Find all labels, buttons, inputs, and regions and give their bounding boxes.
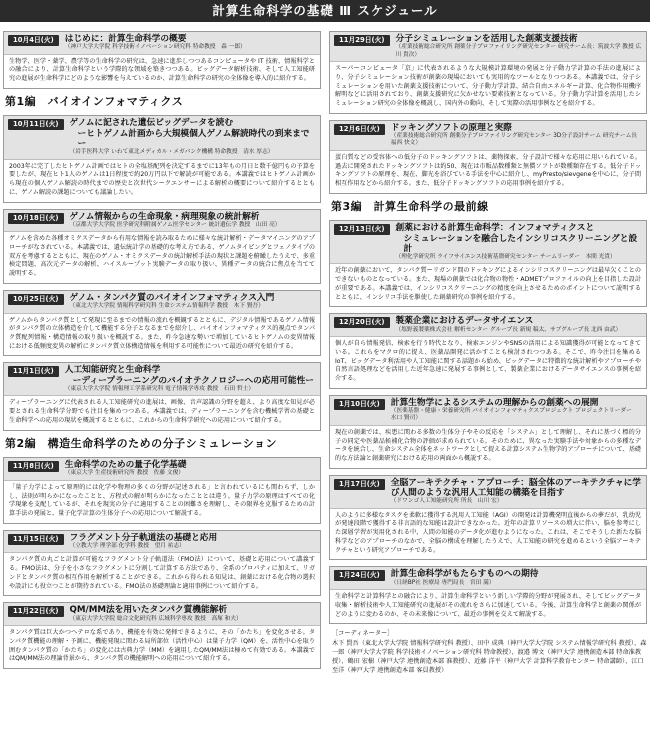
lecture-speaker: （日経BP社 医療局 専門局長 宮田 満） — [390, 579, 495, 586]
lecture-title — [70, 533, 316, 543]
lecture-title-line: 生命科学のための量子化学基礎 — [64, 460, 187, 471]
lecture-title-group — [65, 365, 316, 393]
lecture-title-group — [70, 118, 316, 156]
lecture-title-line: ゲノムに記された遺伝ビッグデータを読む — [69, 118, 234, 129]
lecture-title-group — [396, 223, 642, 261]
lecture-speaker: （東京大学大学院 情報理工学系研究科 電子情報学専攻 教授 石田 哲士） — [64, 386, 255, 393]
lecture-date: 12月6日(火) — [334, 124, 385, 135]
right-column — [329, 31, 647, 676]
lecture-description: タンパク質の丸ごと計算が可能なフラグメント分子軌道法（FMO法）について、基礎と応用について講義する。FMO法は、分子を小さなフラグメントに分割して計算する方法であり、全系のプロパティに加えて、リガンドとタンパク質の相互作用を解析することができる。これから得られる知見は、創薬における化合物の選択や設計にも役立つことが期待されている。FMO法の基礎理論と適用事例について紹介する。 — [9, 556, 315, 590]
coordinators-section — [329, 630, 647, 676]
lecture-date: 1月17日(火) — [334, 479, 385, 490]
lecture-title-line: QM/MM法を用いたタンパク質機能解析 — [69, 605, 228, 616]
lecture-description: タンパク質は巨大かつへテロな系であり、機能を有効に発揮できるように、その「かたち」を変化させる。タンパク質機能の理解・予測に、機能発現に関わる局所部位（活性中心）は量子力学（QM）を、活性中心を取り囲むタンパク質の「かたち」の変化には古典力学（MM）を適用したQM/MM法は極めて有効である。本講義ではQM/MM法の理論背景から、タンパク質の機能解明への応用について紹介する。 — [9, 629, 315, 663]
lecture-title — [396, 223, 642, 254]
lecture-description: 生物学、医学・薬学、農学等の生命科学の研究は、急速に進歩しつつあるコンピュータや IT 技術、情報科学との融合により、計算生命科学という学際的な領域を築きつつある。ビッグデータ解析技術、そして人工知能研究の進展が生命科学にどのような影響を与えているのか、計算生命科学の研究の全体像を導入的に紹介する。 — [9, 57, 315, 83]
lecture-date: 10月4日(火) — [8, 35, 59, 46]
lecture-block — [329, 220, 647, 307]
lecture-header — [4, 531, 320, 554]
page-title: 計算生命科学の基礎 Ⅲ スケジュール — [212, 3, 438, 18]
lecture-header — [330, 476, 646, 509]
lecture-header — [330, 396, 646, 426]
lecture-description: 2003年に完了したヒトゲノム計画ではヒトの全塩基配列を決定するまでに13年もの月日と数千億円もの予算を要したが、現在ヒト1人のゲノムは1日程度で約20万円以下で解読が可能である。本講義ではヒトゲノム計画から現在の個人ゲノム解読の時代までの歴史と次世代シークエンサーによる解析の概要について紹介するとともに、ゲノム解読の課題についても議論したい。 — [9, 162, 315, 196]
lecture-title-group — [391, 478, 642, 506]
lecture-speaker: （東北大学大学院 情報科学研究科 生命システム情報科学 教授 木下 賢吾） — [69, 303, 264, 310]
lecture-speaker: （神戸大学大学院 科学技術イノベーション研究科 特命教授 森 一郎） — [64, 44, 246, 51]
lecture-speaker: （京都大学大学院 医学研究科附属ゲノム医学センター 統計遺伝学 教授 山田 亮） — [69, 221, 281, 228]
lecture-description: 個人が自ら情報発信、検索を行う時代となり、検索エンジンやSNSの活用による知識獲得が可能となってきている。これらをマクロ的に捉え、医薬品開発に活かすことも検討されつつある。そこで、昨今注目を集めるIoT、ビッグデータ利活用や人工知能に関する話題から始め、ビッグデータに特徴的な統計解析やアプローチや自然言語処理などを活用した近年急速に発展する事例として、製薬企業におけるデータサイエンスの事例を紹介する。 — [335, 340, 641, 383]
lecture-header — [330, 121, 646, 151]
lecture-title — [391, 123, 642, 133]
lecture-header — [4, 363, 320, 396]
lecture-block — [3, 362, 321, 430]
lecture-title-group — [391, 398, 642, 423]
part-heading: 第2編 構造生命科学のための分子シミュレーション — [5, 436, 277, 450]
header-bar — [0, 0, 650, 22]
lecture-description: 近年の創薬において、タンパク質ーリガンド間のドッキングによるインシリコスクリーニングは最早欠くことのできないものとなっている。また、現場の創薬では化合物の物性・ADMETプロファイルの向上を目指した設計が重要である。本講義では、インシリコスクリーニングの精度を向上させるためのポイントについて説明するとともに、インシリコ手法を駆使した創薬研究の事例を紹介する。 — [335, 267, 641, 301]
lecture-description: ゲノムを含めた各種オミクスデータから有用な情報を読み取るために様々な統計解析・データマイニングのアプローチがなされている。本講義では、遺伝統計学の基礎的な考え方である、ゲノムタイピングとフェノタイプの双方を考慮するとともに、現在のゲノム・オミクスデータの統計解析手法の現状と課題を俯瞰したうえで、多重検定問題、高次元データの解析、ハイスループット実験データの取り扱い、異種データの統合に焦点を当てて説明する。 — [9, 235, 315, 278]
lecture-date: 1月10日(火) — [334, 399, 385, 410]
lecture-header — [330, 221, 646, 264]
lecture-title-line: ゲノム・タンパク質のバイオインフォマティクス入門 — [69, 292, 275, 303]
lecture-description: ゲノムからタンパク質として発現に至るまでの情報の流れを概観するとともに、デジタル情報であるゲノム情報がタンパク質の立体構造を介して機能する分子となるまでを紹介し、バイオインフォマティクス的視点でタンパク質配列情報・構造情報の取り扱いを概説する。また、昨今急速な勢いで増加しているヒトゲノムの変異情報における低頻度変異の解析にタンパク質立体構造情報を利用する可能性について最近の研究を紹介する。 — [9, 316, 315, 350]
lecture-title-line: 計算生物学によるシステムの理解からの創薬への展開 — [390, 397, 599, 408]
lecture-title — [391, 478, 642, 499]
lecture-speaker: （ドワンゴ人工知能研究所 所長 山川 宏） — [390, 498, 503, 505]
lecture-description: 生命科学と計算科学との融合により、計算生命科学という新しい学際的分野が発展され、そしてビッグデータ収集・解析技術や人工知能研究の進展がその流れをさらに加速している。今後、計算生命科学と創薬の関係がどのように変わるのか、その未来像について、最近の事例を交えて解説する。 — [335, 593, 641, 618]
lecture-title — [391, 569, 642, 579]
lecture-title-line: ドッキングソフトの原理と実際 — [390, 122, 512, 133]
lecture-title-line: はじめに：計算生命科学の概要 — [64, 34, 187, 44]
lecture-header — [4, 210, 320, 233]
lecture-description: スーパーコンピュータ「京」に代表されるような大規模計算環境の発展と分子動力学計算の手法の進展により、分子シミュレーション技術が創薬の現場においても実用的なツールとなりつつある。本講義では、分子シミュレーションを用いた創薬支援技術について、分子動力学計算、結合自由エネルギー計算、化合物作用機序解明などに活用されており、創薬支援研究に欠かせない要素技術となっている。分子動力学計算を活用したシミュレーション研究の全体像を概説し、国内外の動向、そして実際の活用事例などを紹介する。 — [335, 65, 641, 108]
lecture-header — [4, 32, 320, 55]
lecture-date: 11月8日(火) — [8, 461, 59, 472]
lecture-title-group — [70, 605, 316, 623]
part-heading: 第1編 バイオインフォマティクス — [5, 94, 184, 108]
lecture-title-line: 分子シミュレーションを活用した創薬支援技術 — [395, 34, 578, 44]
lecture-header — [330, 567, 646, 590]
lecture-speaker: （岩手医科大学 いわて東北メディカル・メガバンク機構 特命教授 清水 厚志） — [69, 149, 274, 156]
lecture-title — [70, 212, 316, 222]
lecture-date: 10月11日(火) — [8, 119, 64, 130]
lecture-description: 現在の創薬では、疾患に関わる多数の生体分子やその反応を「システム」として理解し、それに基づく標的分子の同定や医薬品候補化合物の評価が求められている。そのために、異なった実験手法や対象からの多種なデータを統合し、生命システム全体をネットワークとして捉える計算システム生物学的アプローチについて、基礎的な方法論と創薬研究における応用の両面から概説する。 — [335, 428, 641, 463]
lecture-title-group — [396, 34, 642, 59]
right-column-items — [329, 31, 647, 624]
lecture-title-group — [70, 293, 316, 311]
left-column — [3, 31, 321, 675]
lecture-title-group — [396, 316, 642, 334]
lecture-title-group — [65, 460, 316, 478]
lecture-date: 11月15日(火) — [8, 534, 64, 545]
lecture-title-line: 人工知能研究と生命科学 — [64, 365, 161, 376]
lecture-speaker: （東京大学 生産技術研究所 教授 佐藤 文俊） — [64, 470, 184, 477]
lecture-speaker: （理化学研究所 ライフサイエンス技術基盤研究センター チームリーダー 本間 光貴） — [395, 254, 616, 261]
lecture-block — [3, 290, 321, 357]
lecture-header — [330, 32, 646, 62]
lecture-title-line: ーディープラーニングのバイオテクノロジーへの応用可能性ー — [72, 375, 314, 386]
lecture-title-line: 創薬における計算生命科学：インフォマティクスと — [395, 223, 595, 234]
lecture-title-group — [391, 569, 642, 587]
lecture-title-line: フラグメント分子軌道法の基礎と応用 — [69, 532, 218, 543]
lecture-speaker: （立教大学 理学部 化学科 教授 望月 祐志） — [69, 543, 185, 550]
lecture-date: 10月18日(火) — [8, 213, 64, 224]
lecture-title-line: ーヒトゲノム計画から大規模個人ゲノム解読時代の到来までー — [77, 128, 310, 149]
lecture-speaker: （塩野義製薬株式会社 解析センター グループ長 新規 稿太、サブグループ長 北西 由武） — [395, 326, 622, 333]
lecture-title — [65, 34, 316, 44]
lecture-block — [3, 530, 321, 597]
lecture-block — [329, 31, 647, 114]
lecture-block — [329, 395, 647, 469]
lecture-title — [396, 316, 642, 326]
lecture-title-group — [70, 533, 316, 551]
lecture-block — [3, 457, 321, 524]
lecture-description: 蛋白質などの受容体への低分子のドッキングソフトは、薬物探索、分子設計で様々な応用に用いられている。過去に開発されたドッキングソフトは約50、現在は市販品数種類と無償ソフトが数種類存在する。低分子ドッキングソフトの原理を、現在、脚光を浴びている手法を中心に紹介し、myPresto/sievgeneを中心に、分子間相互作用などから紹介する。また、低分子ドッキングソフトの応用事例を紹介する。 — [335, 153, 641, 188]
lecture-speaker: （産業技術総合研究所 創薬分子プロファイリング研究センター 研究チーム長：筑波大学 教授 広川 貴次） — [395, 44, 642, 58]
lecture-title-group — [65, 34, 316, 52]
lecture-speaker: （東京大学大学院 総合文化研究科 広域科学専攻 教授 高塚 和夫） — [69, 615, 242, 622]
lecture-block — [329, 120, 647, 194]
lecture-speaker: （医薬基盤・健康・栄養研究所 バイオインフォマティクスプロジェクト プロジェクトリーダー 水口 賢司） — [390, 408, 638, 422]
lecture-block — [3, 602, 321, 669]
lecture-block — [3, 209, 321, 284]
lecture-block — [329, 566, 647, 624]
lecture-block — [3, 115, 321, 202]
lecture-date: 11月29日(火) — [334, 35, 390, 46]
lecture-speaker: （産業技術総合研究所 創薬分子プロファイリング研究センター 3D分子設計チーム 研究チーム長 福西 快文） — [390, 133, 643, 147]
lecture-description: 「量子力学によって原理的には化学や物理の多くの分野が記述される」と言われているにも関わらず、しかし、法則が明らかになったことと、方程式の解が明らかになったこととは違う。量子力学の原理はすべての化学現象を支配しているが、それを現実の分子に適用することの困難さを理解し、その限界を克服するための計算手法の発展と、量子化学計算の生体分子への応用について解説する。 — [9, 483, 315, 518]
lecture-date: 11月1日(火) — [8, 366, 59, 377]
lecture-date: 12月20日(火) — [334, 317, 390, 328]
lecture-title-line: 全脳アーキテクチャ・アプローチ：脳全体のアーキテクチャに学び人間のような汎用人工知能の構築を目指す — [390, 477, 641, 499]
lecture-description: 人のように多様なタスクを柔軟に獲得する汎用人工知能（AGI）の開発は計算機発明直後からの夢だが、乳幼児が発達段階で獲得する非言語的な知能は設計できなかった。近年の計算リソースの増大に伴い、脳を参考にした深層学習が実用化される中、人間の知能のデータ化が進むようになった。これは、そこでそうした新たな脳科学などのアプローチのなかで、全脳の構成を理解したうえで、人工知能の研究を進めるという全脳アーキテクチャという研究アプローチである。 — [335, 511, 641, 554]
lecture-title — [70, 293, 316, 303]
lecture-block — [3, 31, 321, 89]
part-heading: 第3編 計算生命科学の最前線 — [331, 199, 489, 213]
coordinators-heading: ［コーディネーター］ — [332, 630, 394, 638]
lecture-title — [70, 118, 316, 149]
lecture-title — [391, 398, 642, 408]
lecture-title-group — [70, 212, 316, 230]
lecture-header — [4, 116, 320, 159]
lecture-header — [4, 603, 320, 626]
lecture-title — [65, 460, 316, 470]
lecture-header — [4, 291, 320, 314]
lecture-date: 12月13日(火) — [334, 224, 390, 235]
lecture-title — [396, 34, 642, 44]
lecture-description: ディープラーニングに代表される人工知能研究の進展は、画像、音声認識の分野を超え、より高度な知見が必要とされる生命科学分野でも注目を集めつつある。本講義では、ディープラーニングを含む機械学習の基礎と生命科学への応用の現状を概説するとともに、これからの生命科学研究への応用について紹介する。 — [9, 399, 315, 424]
lecture-title-line: 製薬企業におけるデータサイエンス — [395, 316, 534, 327]
lecture-title — [70, 605, 316, 615]
lecture-block — [329, 313, 647, 388]
lecture-date: 11月22日(火) — [8, 606, 64, 617]
lecture-header — [330, 314, 646, 337]
lecture-title — [65, 365, 316, 386]
lecture-title-line: シミュレーションを融合したインシリコスクリーニングと設計 — [403, 233, 638, 254]
lecture-date: 10月25日(火) — [8, 294, 64, 305]
lecture-title-line: 計算生命科学がもたらすものへの期待 — [390, 569, 539, 580]
lecture-header — [4, 458, 320, 481]
lecture-title-line: ゲノム情報からの生命現象・病理現象の統計解析 — [69, 211, 260, 222]
lecture-block — [329, 475, 647, 561]
lecture-date: 1月24日(火) — [334, 570, 385, 581]
lecture-title-group — [391, 123, 642, 148]
coordinators-text: 木下 賢吾（東北大学大学院 情報科学研究科 教授）、田中 成典（神戸大学大学院 システム情報学研究科 教授）、森 一郎（神戸大学大学院 科学技術イノベーション研究科 特命教授）、渡邉 博文（神戸大学 連携創造本部 特命准教授）、鶴田 宏樹（神戸大学 連携創造本部 准教授）、近藤 洋平（神戸大学 計算科学教育センター 特命講師）、江口 至洋（神戸大学 連携創造本部 客員教授） — [332, 640, 647, 675]
